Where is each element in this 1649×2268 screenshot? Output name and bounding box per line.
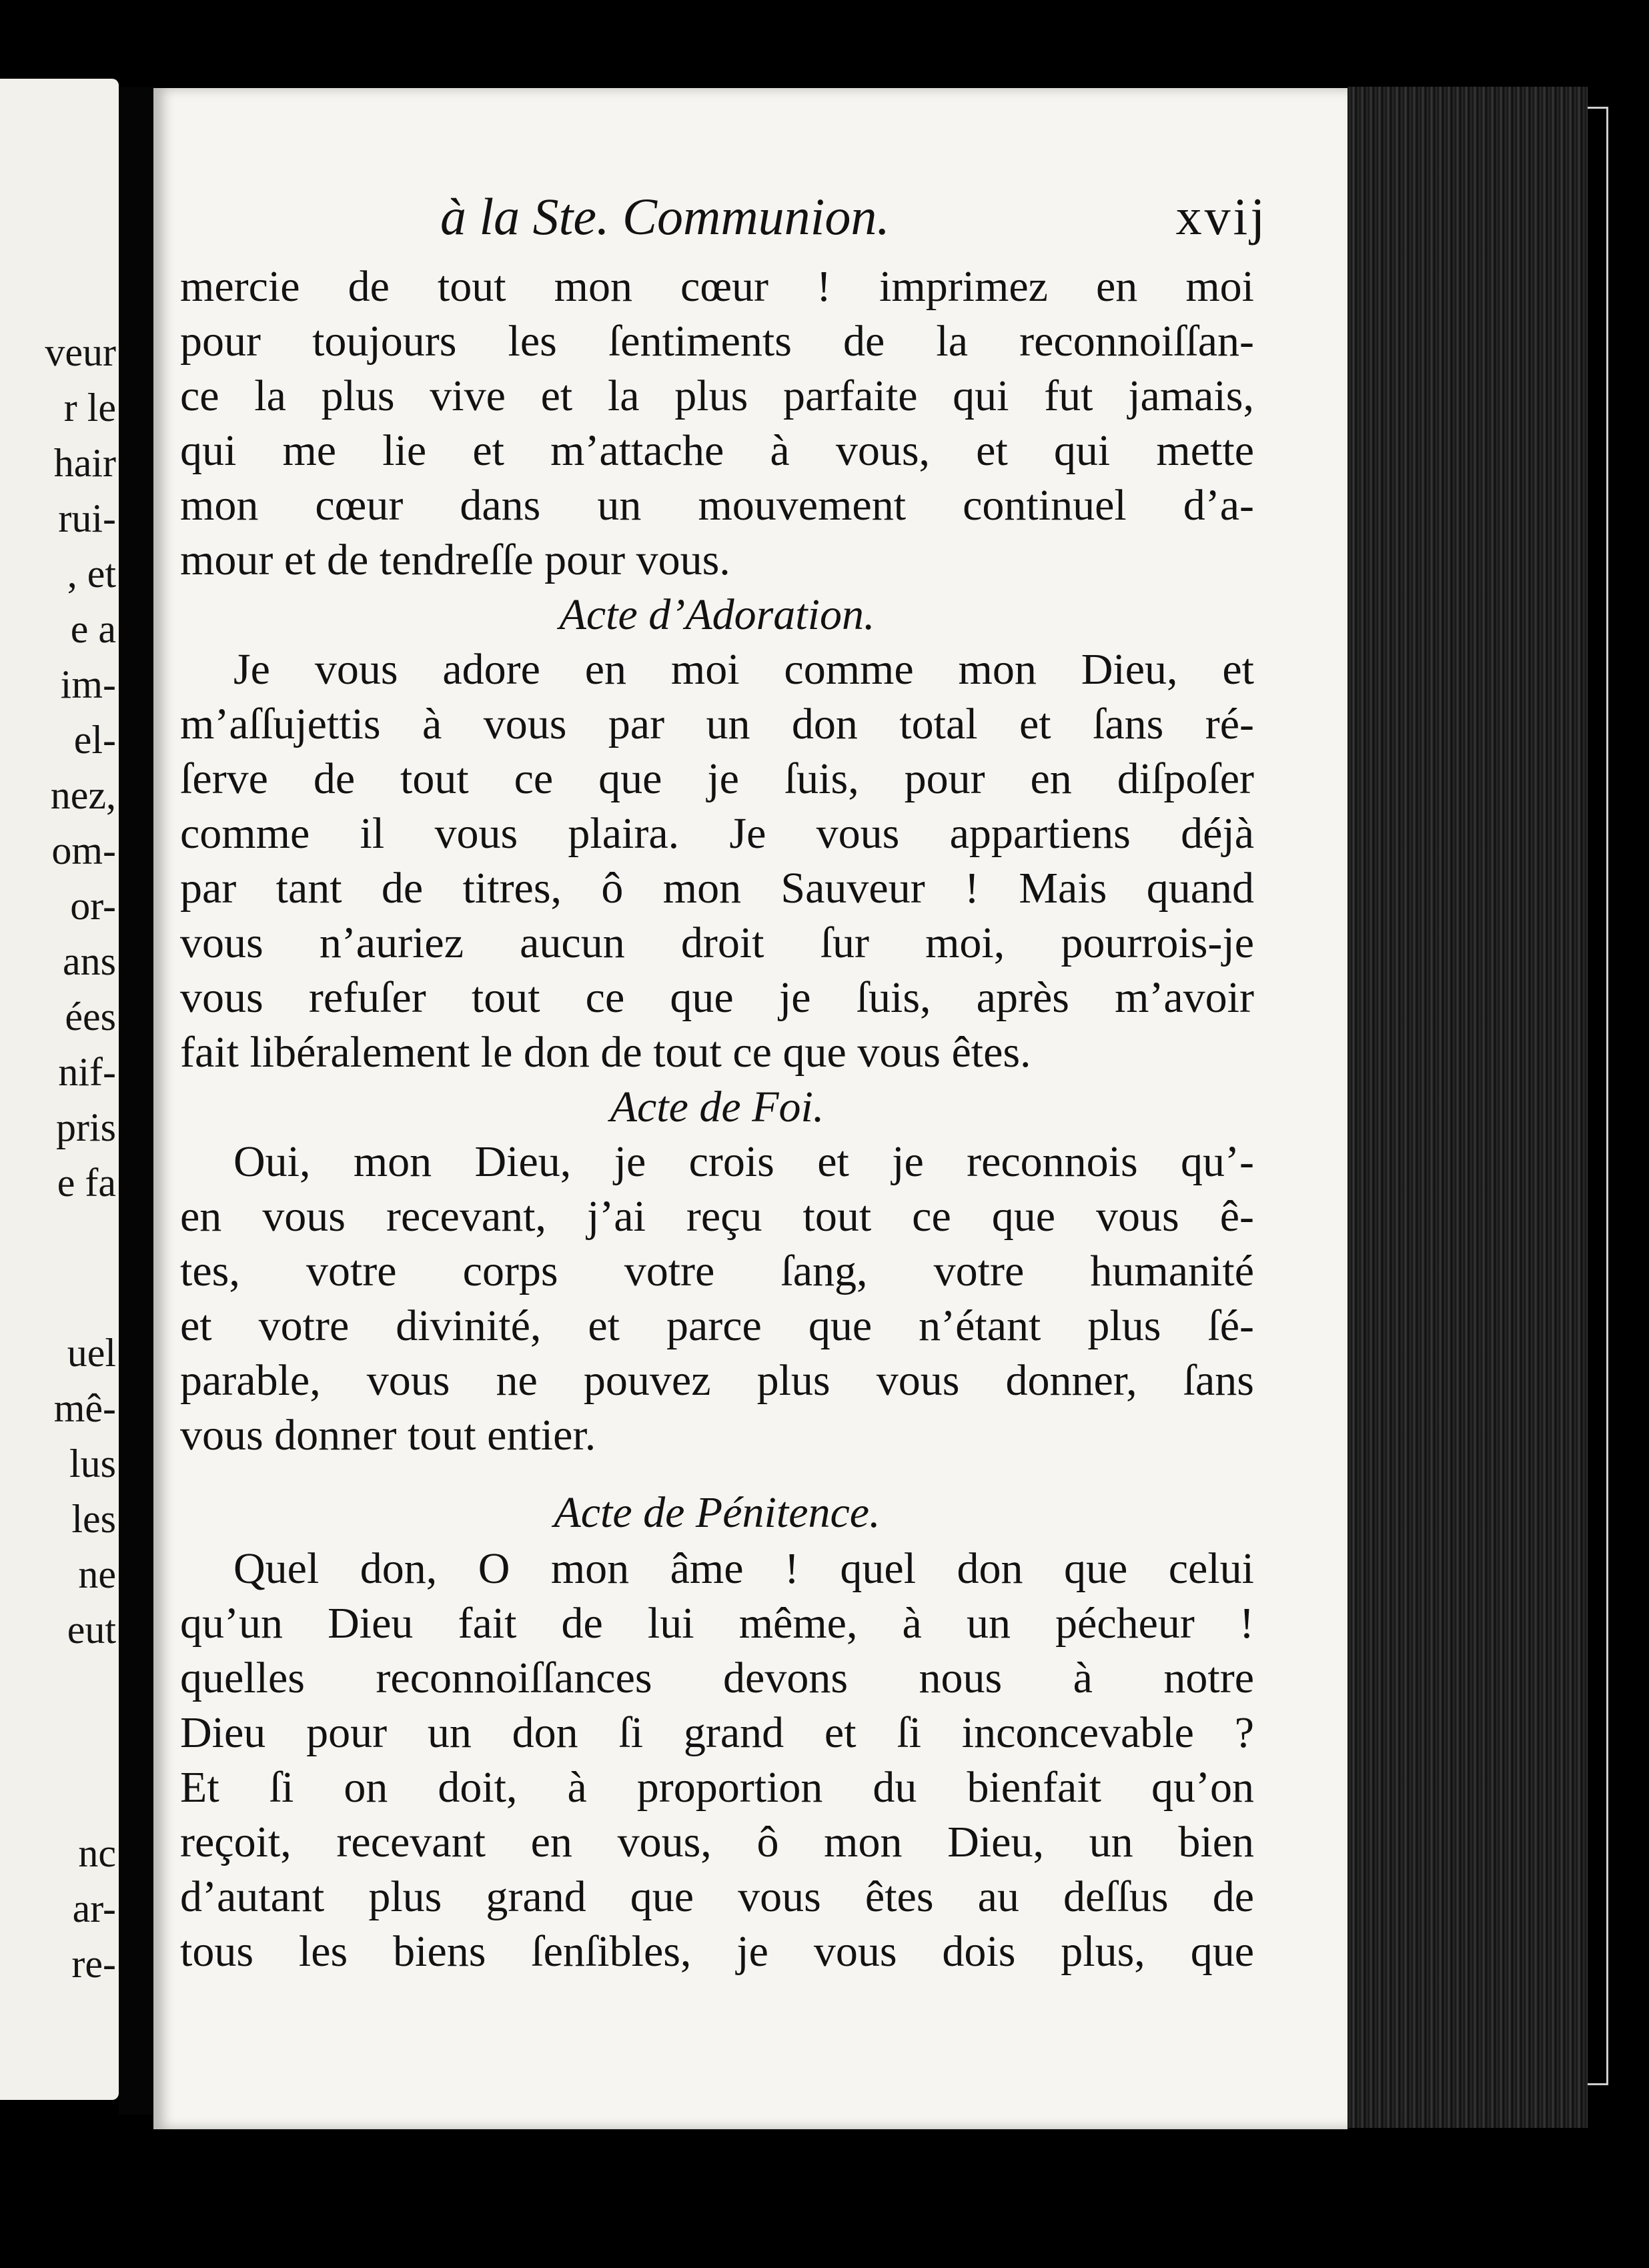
text-line: qui me lie et m’attache à vous, et qui mette — [180, 426, 1254, 475]
left-fragment: ées — [65, 995, 116, 1039]
left-fragment: veur — [45, 330, 116, 374]
left-fragment: el- — [73, 718, 116, 762]
left-fragment: e fa — [57, 1161, 116, 1205]
left-fragment: uel — [67, 1331, 116, 1375]
left-fragment: ne — [78, 1552, 116, 1596]
text-line: qu’un Dieu fait de lui même, à un pécheur ! — [180, 1599, 1254, 1648]
text-line: m’aſſujettis à vous par un don total et ſans ré- — [180, 700, 1254, 748]
text-line: comme il vous plaira. Je vous appartiens déjà — [180, 809, 1254, 858]
text-line: vous n’auriez aucun droit ſur moi, pourrois-je — [180, 919, 1254, 967]
text-line: quelles reconnoiſſances devons nous à notre — [180, 1654, 1254, 1702]
text-line: reçoit, recevant en vous, ô mon Dieu, un bien — [180, 1818, 1254, 1866]
left-fragment: eut — [67, 1608, 116, 1652]
text-line: par tant de titres, ô mon Sauveur ! Mais quand — [180, 864, 1254, 913]
left-fragment: nif- — [58, 1050, 116, 1094]
text-line: ſerve de tout ce que je ſuis, pour en diſpoſer — [180, 754, 1254, 803]
left-fragment: mê- — [53, 1386, 116, 1430]
text-line: Quel don, O mon âme ! quel don que celui — [233, 1544, 1254, 1593]
left-fragment: les — [71, 1497, 116, 1541]
left-fragment: or- — [70, 884, 116, 928]
section-heading: Acte de Pénitence. — [554, 1488, 881, 1537]
text-line: vous donner tout entier. — [180, 1411, 596, 1460]
text-line: tes, votre corps votre ſang, votre humanité — [180, 1247, 1254, 1295]
text-line: mercie de tout mon cœur ! imprimez en moi — [180, 262, 1254, 311]
left-fragment: lus — [69, 1442, 116, 1486]
left-fragment: , et — [67, 552, 116, 596]
left-fragment: hair — [53, 441, 116, 485]
text-line: et votre divinité, et parce que n’étant plus ſé- — [180, 1301, 1254, 1350]
previous-page-fragment — [0, 79, 119, 2100]
text-line: Oui, mon Dieu, je crois et je reconnois qu’- — [233, 1137, 1254, 1186]
text-line: Et ſi on doit, à proportion du bienfait qu’on — [180, 1763, 1254, 1812]
book-page — [153, 88, 1347, 2129]
left-fragment: om- — [51, 828, 116, 873]
left-fragment: nc — [78, 1831, 116, 1875]
text-line: pour toujours les ſentiments de la reconnoiſſan- — [180, 317, 1254, 366]
running-title: à la Ste. Communion. — [440, 187, 890, 245]
page-edges — [1347, 87, 1588, 2128]
page-header — [180, 187, 1267, 247]
text-line: d’autant plus grand que vous êtes au deſſus de — [180, 1872, 1254, 1921]
section-heading: Acte d’Adoration. — [559, 590, 875, 639]
left-fragment: ans — [63, 939, 116, 983]
text-line: tous les biens ſenſibles, je vous dois plus, que — [180, 1927, 1254, 1976]
left-fragment: re- — [71, 1942, 116, 1986]
left-fragment: im- — [60, 662, 116, 706]
left-fragment: nez, — [50, 773, 116, 817]
text-line: vous refuſer tout ce que je ſuis, après m’avoir — [180, 973, 1254, 1022]
left-fragment: pris — [56, 1105, 116, 1149]
left-fragment: rui- — [58, 496, 116, 540]
page-edge-outline — [1588, 107, 1608, 2085]
text-line: Je vous adore en moi comme mon Dieu, et — [233, 645, 1254, 694]
text-line: mour et de tendreſſe pour vous. — [180, 536, 730, 584]
book-gutter — [119, 87, 156, 2115]
text-line: mon cœur dans un mouvement continuel d’a- — [180, 481, 1254, 530]
left-fragment: e a — [70, 607, 116, 651]
section-heading: Acte de Foi. — [610, 1083, 825, 1131]
left-fragment: ar- — [72, 1886, 116, 1930]
text-line: fait libéralement le don de tout ce que vous êtes. — [180, 1028, 1031, 1077]
text-line: en vous recevant, j’ai reçu tout ce que vous ê- — [180, 1192, 1254, 1241]
left-fragment: r le — [63, 386, 116, 430]
text-line: ce la plus vive et la plus parfaite qui fut jamais, — [180, 372, 1254, 420]
page-number: xvij — [1175, 187, 1267, 245]
text-line: Dieu pour un don ſi grand et ſi inconcevable ? — [180, 1708, 1254, 1757]
text-line: parable, vous ne pouvez plus vous donner, ſans — [180, 1356, 1254, 1405]
